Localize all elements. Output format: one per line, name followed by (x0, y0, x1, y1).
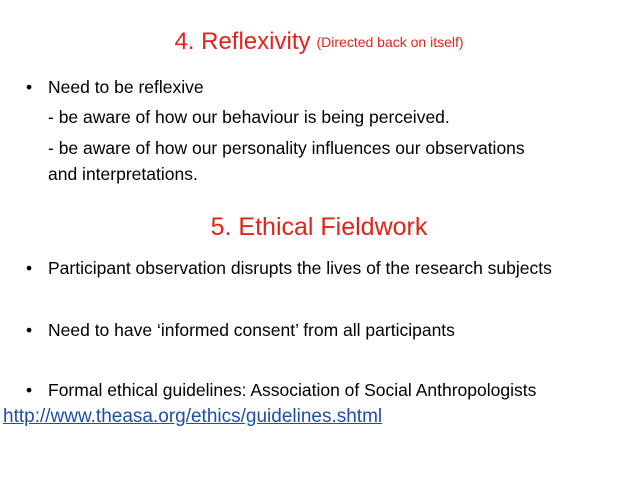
bullet-item (26, 378, 536, 402)
section-4-heading (0, 27, 638, 57)
guidelines-link[interactable]: http://www.theasa.org/ethics/guidelines.shtml (3, 406, 383, 427)
bullet-item (26, 256, 552, 280)
bullet-marker: • (26, 320, 33, 340)
section-4-title: 4. Reflexivity (174, 28, 311, 55)
bullet-marker: • (26, 77, 33, 97)
bullet-text: Formal ethical guidelines: Association of Social Anthropologists (48, 380, 537, 400)
bullet-item (26, 318, 455, 342)
bullet-marker: • (26, 258, 33, 278)
bullet-item (26, 75, 204, 99)
sub-line: - be aware of how our behaviour is being perceived. (48, 107, 450, 127)
bullet-text: Need to be reflexive (48, 77, 204, 97)
bullet-text: Participant observation disrupts the lives of the research subjects (48, 258, 552, 278)
bullet-text: Need to have ‘informed consent’ from all participants (48, 320, 455, 340)
section-4-subtitle: (Directed back on itself) (316, 34, 464, 50)
sub-line: and interpretations. (48, 164, 198, 184)
bullet-marker: • (26, 380, 33, 400)
sub-line: - be aware of how our personality influences our observations (48, 138, 525, 158)
section-5-title: 5. Ethical Fieldwork (210, 213, 428, 241)
